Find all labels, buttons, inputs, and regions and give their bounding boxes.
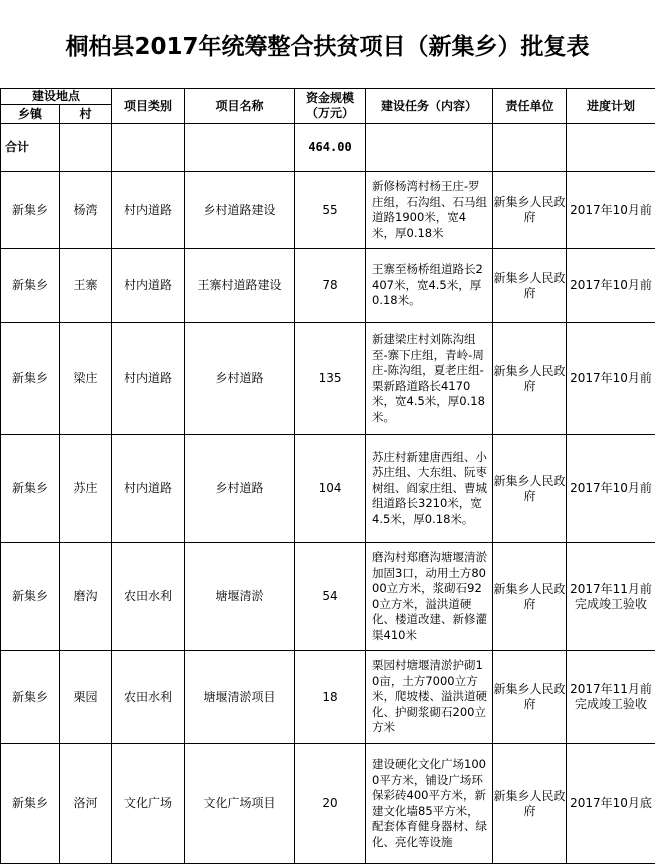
cell-schedule: 2017年11月前完成竣工验收 — [567, 651, 655, 744]
total-empty-cell — [112, 124, 185, 172]
header-schedule: 进度计划 — [567, 89, 655, 124]
cell-category: 村内道路 — [112, 249, 185, 323]
cell-township: 新集乡 — [1, 543, 60, 651]
cell-village: 王寨 — [60, 249, 112, 323]
total-funds: 464.00 — [295, 124, 366, 172]
header-category: 项目类别 — [112, 89, 185, 124]
cell-township: 新集乡 — [1, 744, 60, 864]
cell-funds: 55 — [295, 172, 366, 249]
table-row — [1, 435, 655, 543]
cell-category: 农田水利 — [112, 543, 185, 651]
total-empty-cell — [60, 124, 112, 172]
total-empty-cell — [567, 124, 655, 172]
header-row-1 — [1, 89, 655, 105]
cell-name: 文化广场项目 — [185, 744, 295, 864]
cell-task: 新建梁庄村刘陈沟组至-寨下庄组，青岭-周庄-陈沟组，夏老庄组-栗新路道路长4170米，宽4.5米，厚0.18米。 — [366, 323, 493, 435]
cell-township: 新集乡 — [1, 651, 60, 744]
total-label: 合计 — [1, 124, 60, 172]
cell-schedule: 2017年11月前完成竣工验收 — [567, 543, 655, 651]
cell-name: 王寨村道路建设 — [185, 249, 295, 323]
total-empty-cell — [185, 124, 295, 172]
cell-village: 杨湾 — [60, 172, 112, 249]
cell-schedule: 2017年10月底 — [567, 744, 655, 864]
cell-task: 建设硬化文化广场1000平方米，铺设广场环保彩砖400平方米，新建文化墙85平方米，配套体育健身器材、绿化、亮化等设施 — [366, 744, 493, 864]
cell-category: 村内道路 — [112, 172, 185, 249]
cell-village: 栗园 — [60, 651, 112, 744]
cell-name: 乡村道路 — [185, 323, 295, 435]
table-row — [1, 651, 655, 744]
table-row — [1, 249, 655, 323]
cell-category: 文化广场 — [112, 744, 185, 864]
header-funds — [295, 89, 366, 124]
cell-funds: 104 — [295, 435, 366, 543]
cell-category: 村内道路 — [112, 323, 185, 435]
cell-village: 梁庄 — [60, 323, 112, 435]
table-row — [1, 744, 655, 864]
cell-township: 新集乡 — [1, 435, 60, 543]
cell-unit: 新集乡人民政府 — [493, 172, 567, 249]
cell-schedule: 2017年10月前 — [567, 172, 655, 249]
table-row — [1, 172, 655, 249]
cell-unit: 新集乡人民政府 — [493, 744, 567, 864]
cell-funds: 20 — [295, 744, 366, 864]
cell-name: 乡村道路 — [185, 435, 295, 543]
cell-task: 磨沟村郑磨沟塘堰清淤加固3口，动用土方8000立方米，浆砌石920立方米，溢洪道硬化、楼道改建、新修灌渠410米 — [366, 543, 493, 651]
cell-village: 洛河 — [60, 744, 112, 864]
header-village: 村 — [60, 105, 112, 124]
cell-schedule: 2017年10月前 — [567, 249, 655, 323]
cell-unit: 新集乡人民政府 — [493, 323, 567, 435]
page-title: 桐柏县2017年统筹整合扶贫项目（新集乡）批复表 — [65, 33, 590, 60]
cell-village: 苏庄 — [60, 435, 112, 543]
project-approval-table — [0, 88, 655, 864]
cell-funds: 78 — [295, 249, 366, 323]
header-location: 建设地点 — [1, 89, 112, 105]
table-row — [1, 543, 655, 651]
cell-township: 新集乡 — [1, 172, 60, 249]
cell-task: 王寨至杨桥组道路长2407米，宽4.5米，厚0.18米。 — [366, 249, 493, 323]
cell-schedule: 2017年10月前 — [567, 323, 655, 435]
cell-category: 村内道路 — [112, 435, 185, 543]
header-funds-line2: （万元） — [306, 106, 355, 120]
cell-unit: 新集乡人民政府 — [493, 435, 567, 543]
header-township: 乡镇 — [1, 105, 60, 124]
cell-funds: 135 — [295, 323, 366, 435]
total-row — [1, 124, 655, 172]
cell-name: 塘堰清淤项目 — [185, 651, 295, 744]
cell-schedule: 2017年10月前 — [567, 435, 655, 543]
cell-township: 新集乡 — [1, 249, 60, 323]
cell-funds: 54 — [295, 543, 366, 651]
cell-village: 磨沟 — [60, 543, 112, 651]
cell-funds: 18 — [295, 651, 366, 744]
cell-unit: 新集乡人民政府 — [493, 651, 567, 744]
cell-name: 塘堰清淤 — [185, 543, 295, 651]
header-funds-line1: 资金规模 — [306, 91, 355, 105]
cell-name: 乡村道路建设 — [185, 172, 295, 249]
cell-task: 新修杨湾村杨王庄-罗庄组，石沟组、石马组道路1900米，宽4米，厚0.18米 — [366, 172, 493, 249]
cell-unit: 新集乡人民政府 — [493, 249, 567, 323]
table-row — [1, 323, 655, 435]
cell-task: 苏庄村新建唐西组、小苏庄组、大东组、阮枣树组、阎家庄组、曹城组道路长3210米，宽4.5米，厚0.18米。 — [366, 435, 493, 543]
cell-task: 栗园村塘堰清淤护砌10亩，土方7000立方米，爬坡楼、溢洪道硬化、护砌浆砌石200立方米 — [366, 651, 493, 744]
cell-township: 新集乡 — [1, 323, 60, 435]
header-task: 建设任务（内容） — [366, 89, 493, 124]
cell-unit: 新集乡人民政府 — [493, 543, 567, 651]
header-name: 项目名称 — [185, 89, 295, 124]
total-empty-cell — [366, 124, 493, 172]
total-empty-cell — [493, 124, 567, 172]
header-unit: 责任单位 — [493, 89, 567, 124]
cell-category: 农田水利 — [112, 651, 185, 744]
